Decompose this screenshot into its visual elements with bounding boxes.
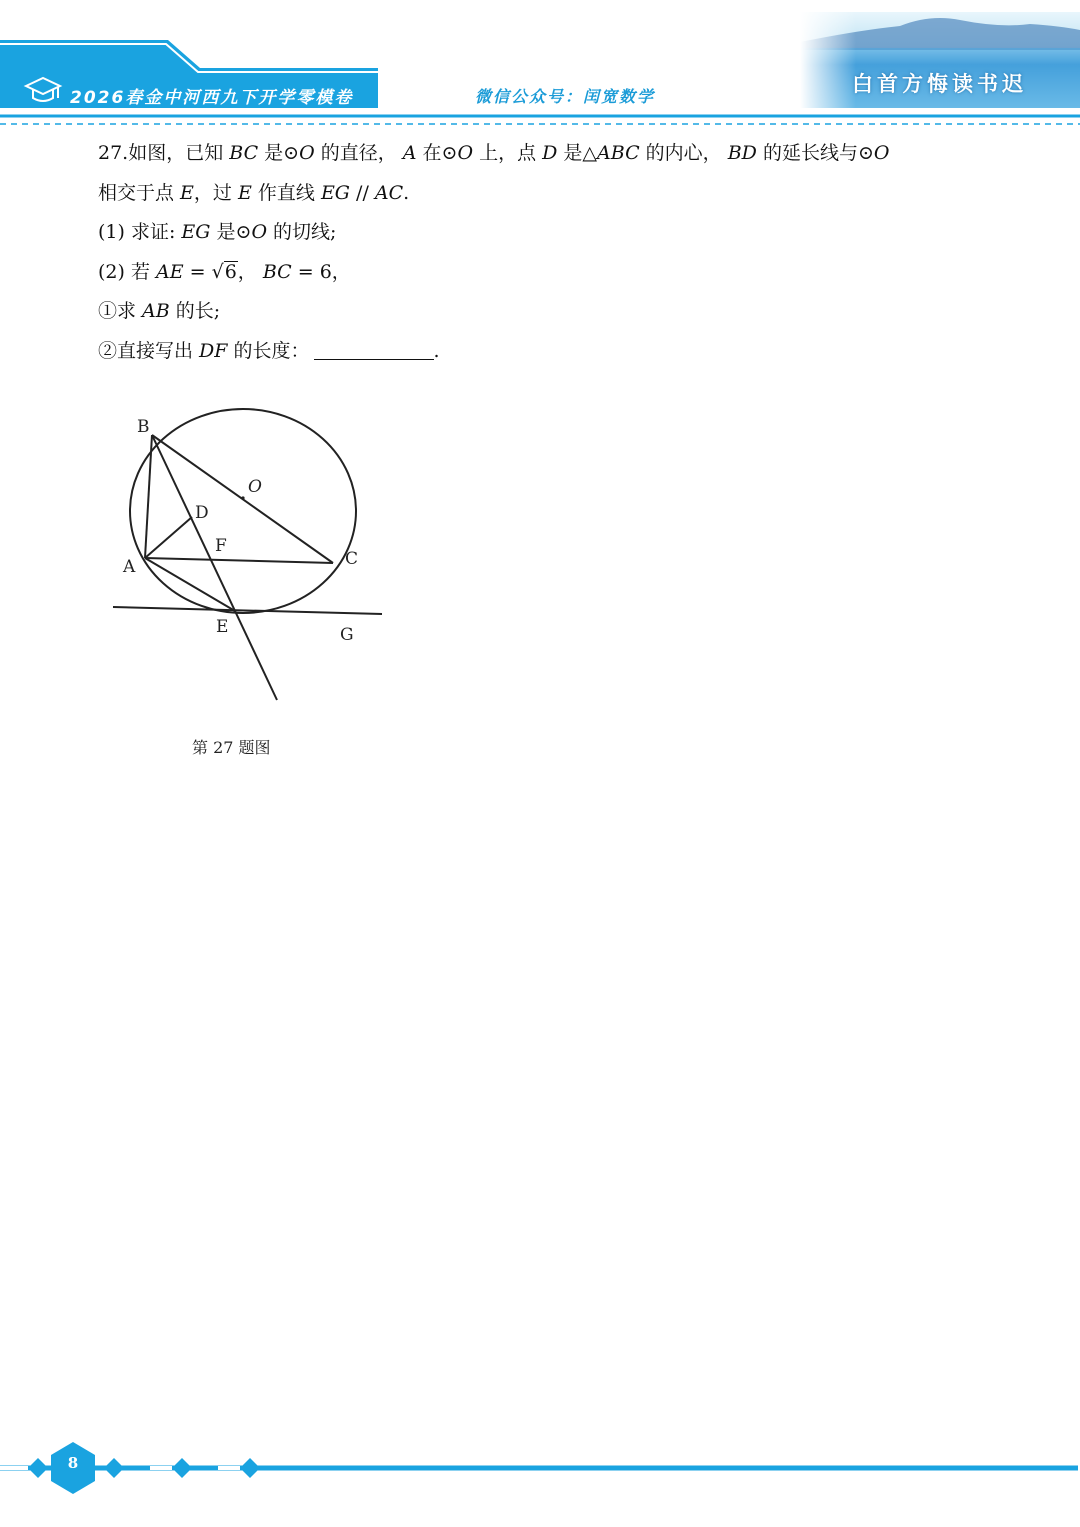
segment-ac bbox=[145, 558, 333, 563]
line-be bbox=[152, 435, 277, 700]
page-header bbox=[0, 0, 1080, 130]
page-footer bbox=[0, 1430, 1080, 1510]
part-2: (2) 若 AE = √6， BC = 6， bbox=[98, 260, 351, 283]
question-stem-line-1: 27.如图，已知 BC 是⊙O 的直径， A 在⊙O 上，点 D 是△ABC 的内心， BD 的延长线与⊙O bbox=[98, 142, 890, 164]
exam-title: 2026春金中河西九下开学零模卷 bbox=[70, 88, 354, 108]
slogan: 白首方悔读书迟 bbox=[852, 72, 1027, 96]
label-o: O bbox=[248, 477, 262, 497]
center-point bbox=[241, 496, 244, 499]
sub-question-2: ②直接写出 DF 的长度： . bbox=[98, 335, 998, 375]
label-e: E bbox=[216, 617, 229, 637]
label-c: C bbox=[345, 549, 359, 569]
answer-blank[interactable] bbox=[314, 337, 434, 360]
figure-caption: 第 27 题图 bbox=[192, 738, 271, 757]
segment-ad bbox=[145, 517, 192, 558]
question-stem-line-2: 相交于点 E，过 E 作直线 EG // AC. bbox=[98, 181, 410, 204]
part-1: (1) 求证: EG 是⊙O 的切线; bbox=[98, 221, 337, 244]
question-27 bbox=[98, 137, 998, 375]
header-graphic bbox=[0, 0, 1080, 130]
circle-o bbox=[130, 409, 359, 613]
label-d: D bbox=[195, 503, 209, 523]
geometry-figure bbox=[105, 400, 395, 710]
label-f: F bbox=[215, 536, 227, 556]
sub-question-1: ①求 AB 的长; bbox=[98, 300, 221, 323]
label-b: B bbox=[137, 417, 150, 437]
page-number: 8 bbox=[67, 1454, 79, 1472]
wechat-account: 微信公众号：闰宽数学 bbox=[475, 87, 656, 106]
footer-decoration bbox=[0, 1430, 1080, 1510]
label-a: A bbox=[123, 557, 136, 577]
label-g: G bbox=[340, 625, 354, 645]
